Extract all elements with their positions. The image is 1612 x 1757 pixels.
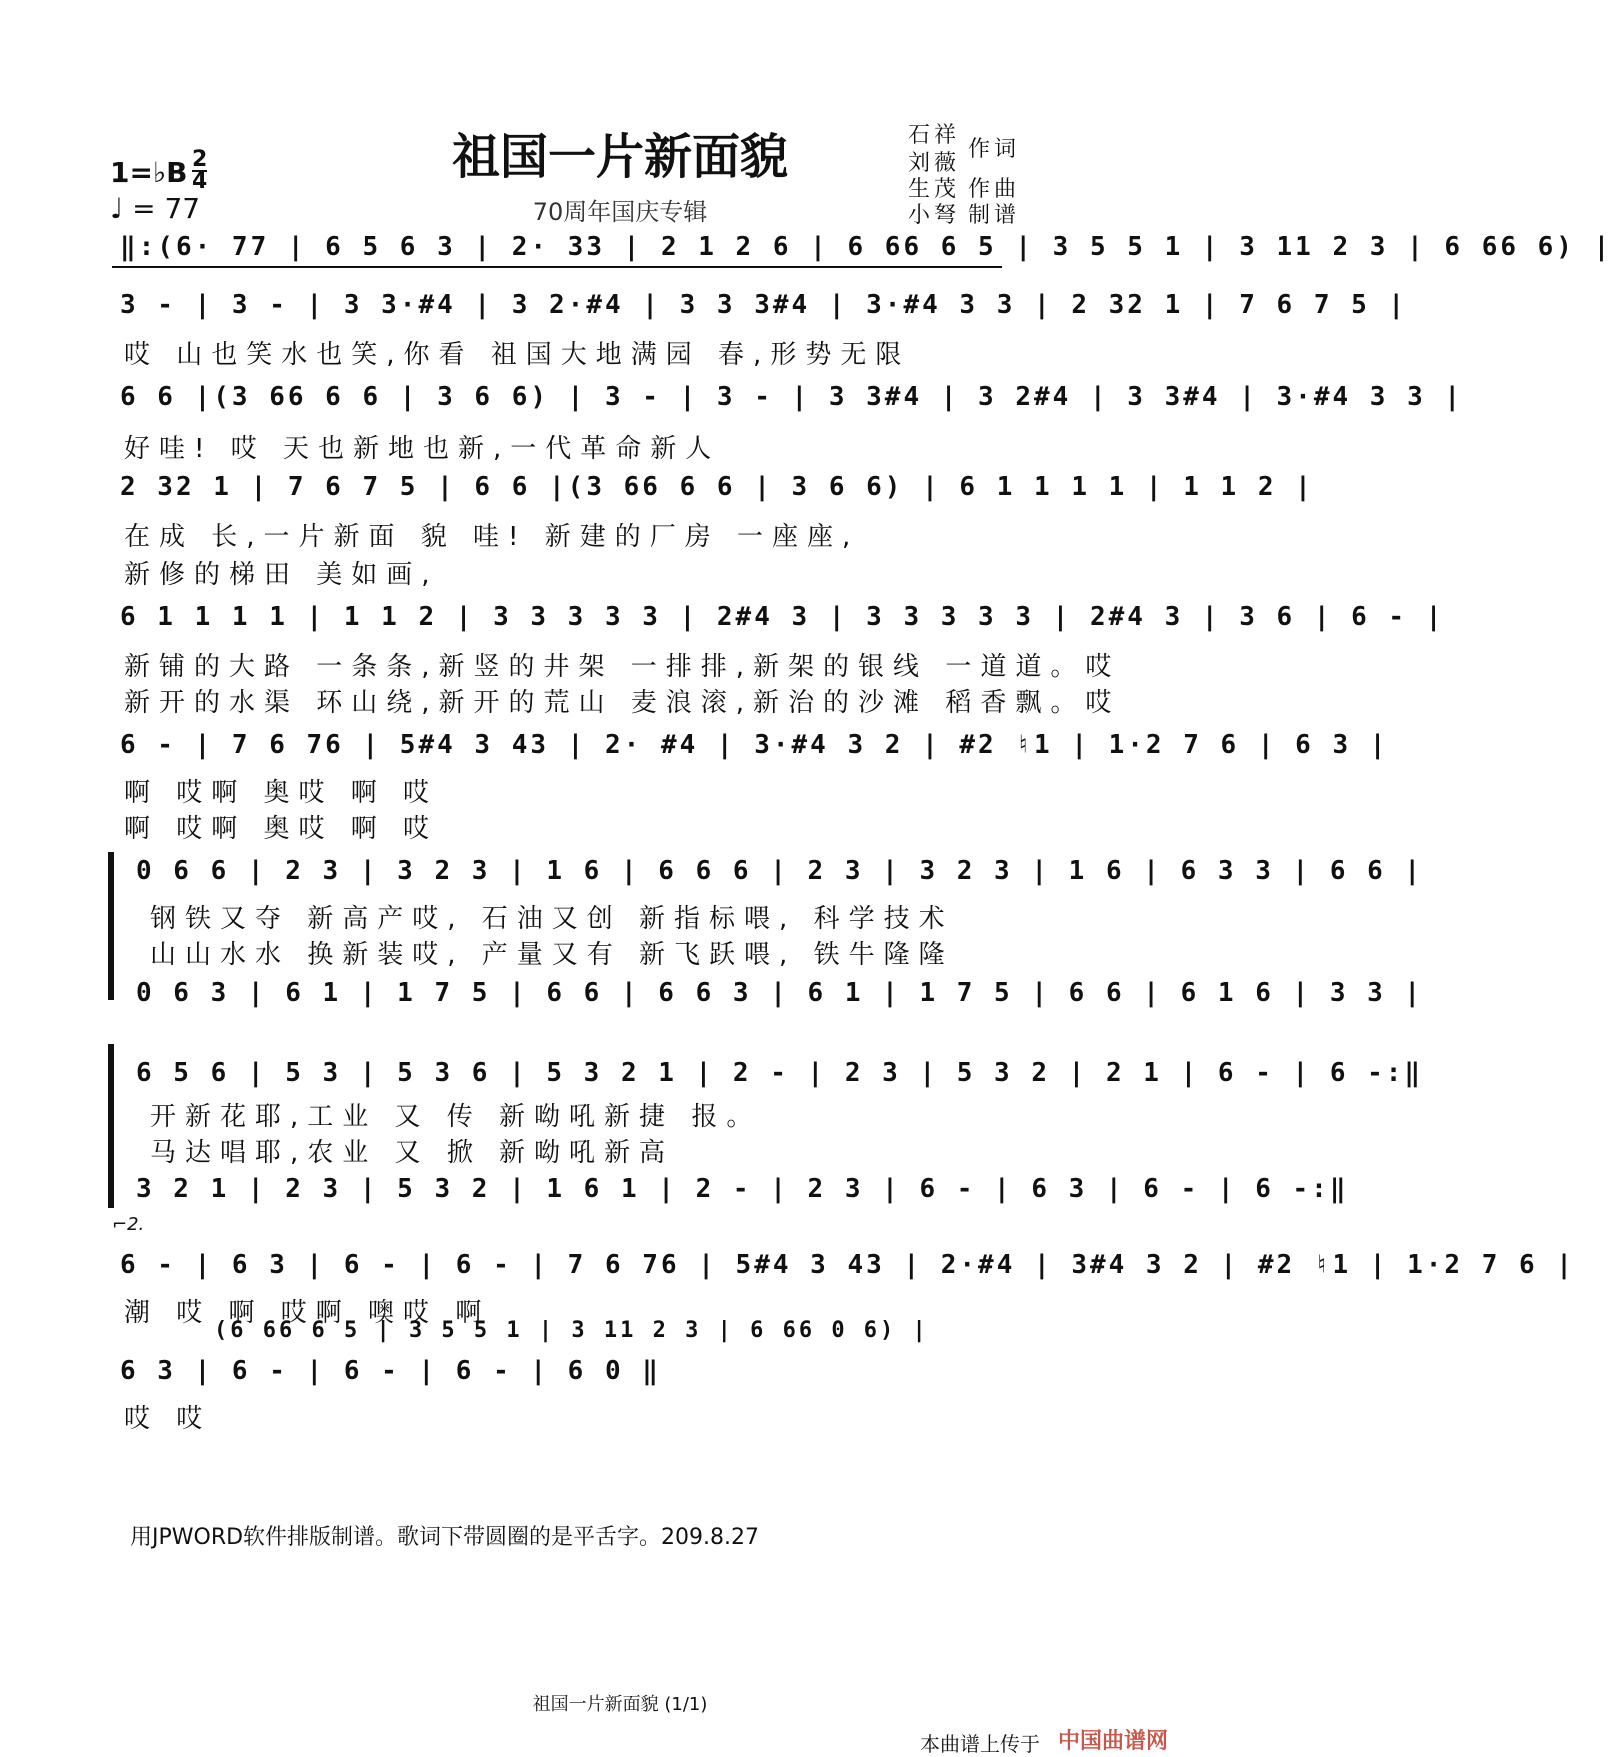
lyrics-system-5-verse-2: 新开的水渠 环山绕,新开的荒山 麦浪滚,新治的沙滩 稻香飘。哎 [124, 688, 1121, 718]
time-sig-top: 2 [192, 147, 208, 172]
lyrics-system-6-verse-1: 啊 哎啊 奥哎 啊 哎 [124, 778, 439, 808]
lyrics-system-5-verse-1: 新铺的大路 一条条,新竖的井架 一排排,新架的银线 一道道。哎 [124, 652, 1121, 682]
time-sig-bottom: 4 [192, 169, 208, 194]
score-system-5: 6 1 1 1 1 | 1 1 2 | 3 3 3 3 3 | 2#4 3 | 3 3 3 3 3 | 2#4 3 | 3 6 | 6 - | [120, 602, 1445, 632]
score-system-2: 3 - | 3 - | 3 3·#4 | 3 2·#4 | 3 3 3#4 | 3·#4 3 3 | 2 32 1 | 7 6 7 5 | [120, 290, 1408, 320]
page-label: 祖国一片新面貌 (1/1) [532, 1694, 708, 1715]
score-system-11: 6 3 | 6 - | 6 - | 6 - | 6 0 ‖ [120, 1356, 661, 1386]
site-watermark: 中国曲谱网 [1058, 1729, 1169, 1754]
lyrics-system-4-verse-2: 新修的梯田 美如画, [124, 560, 439, 590]
lyrics-system-8-verse-2: 马达唱耶,农业 又 掀 新呦吼新高 [150, 1138, 675, 1168]
engraver: 小弩 [908, 203, 961, 228]
lyricist-1: 石祥 [908, 123, 961, 148]
score-system-8-upper: 6 5 6 | 5 3 | 5 3 6 | 5 3 2 1 | 2 - | 2 3 | 5 3 2 | 2 1 | 6 - | 6 -:‖ [136, 1058, 1424, 1088]
time-signature [192, 147, 208, 194]
score-system-8-lower: 3 2 1 | 2 3 | 5 3 2 | 1 6 1 | 2 - | 2 3 | 6 - | 6 3 | 6 - | 6 -:‖ [136, 1174, 1349, 1204]
score-system-7-lower: 0 6 3 | 6 1 | 1 7 5 | 6 6 | 6 6 3 | 6 1 | 1 7 5 | 6 6 | 6 1 6 | 3 3 | [136, 978, 1424, 1008]
lyrics-system-9: 潮 哎 啊 哎啊 噢哎 啊 [124, 1298, 491, 1328]
composer: 生茂 [908, 177, 961, 202]
lyrics-system-4-verse-1: 在成 长,一片新面 貌 哇! 新建的厂房 一座座, [124, 522, 860, 552]
engraver-role: 制谱 [968, 203, 1021, 228]
lyrics-system-7-verse-2: 山山水水 换新装哎, 产量又有 新飞跃喂, 铁牛隆隆 [150, 940, 954, 970]
lyrics-system-6-verse-2: 啊 哎啊 奥哎 啊 哎 [124, 814, 439, 844]
lyrics-system-7-verse-1: 钢铁又夺 新高产哎, 石油又创 新指标喂, 科学技术 [150, 904, 954, 934]
lyrics-system-2: 哎 山也笑水也笑,你看 祖国大地满园 春,形势无限 [124, 340, 911, 370]
key-signature: 1=♭B [110, 156, 188, 189]
lyrics-system-3: 好哇! 哎 天也新地也新,一代革命新人 [124, 434, 721, 464]
tempo-marking: = 77 [132, 192, 201, 225]
engraving-note: 用JPWORD软件排版制谱。歌词下带圆圈的是平舌字。209.8.27 [130, 1525, 760, 1550]
composer-role: 作曲 [968, 177, 1021, 202]
score-system-1: ‖:(6· 77 | 6 5 6 3 | 2· 33 | 2 1 2 6 | 6 66 6 5 | 3 5 5 1 | 3 11 2 3 | 6 66 6) | [120, 232, 1612, 262]
lyricist-2: 刘薇 [908, 151, 961, 176]
second-ending-mark: ⌐2. [112, 1214, 145, 1235]
page-subtitle: 70周年国庆专辑 [532, 198, 708, 226]
score-system-3: 6 6 |(3 66 6 6 | 3 6 6) | 3 - | 3 - | 3 3#4 | 3 2#4 | 3 3#4 | 3·#4 3 3 | [120, 382, 1464, 412]
score-system-9: 6 - | 6 3 | 6 - | 6 - | 7 6 76 | 5#4 3 43 | 2·#4 | 3#4 3 2 | #2 ♮1 | 1·2 7 6 | [120, 1250, 1575, 1280]
lyrics-system-11: 哎 哎 [124, 1404, 212, 1434]
lyrics-system-8-verse-1: 开新花耶,工业 又 传 新呦吼新捷 报。 [150, 1102, 762, 1132]
lyricist-role: 作词 [968, 137, 1021, 162]
score-system-6: 6 - | 7 6 76 | 5#4 3 43 | 2· #4 | 3·#4 3 2 | #2 ♮1 | 1·2 7 6 | 6 3 | [120, 730, 1389, 760]
uploader-note: 本曲谱上传于 [920, 1732, 1040, 1756]
score-system-7-upper: 0 6 6 | 2 3 | 3 2 3 | 1 6 | 6 6 6 | 2 3 | 3 2 3 | 1 6 | 6 3 3 | 6 6 | [136, 856, 1424, 886]
quarter-note-icon: ♩ [110, 192, 124, 225]
score-system-10: (6 66 6 5 | 3 5 5 1 | 3 11 2 3 | 6 66 0 6) | [214, 1318, 929, 1343]
score-system-4: 2 32 1 | 7 6 7 5 | 6 6 |(3 66 6 6 | 3 6 6) | 6 1 1 1 1 | 1 1 2 | [120, 472, 1314, 502]
page-title: 祖国一片新面貌 [451, 129, 788, 185]
